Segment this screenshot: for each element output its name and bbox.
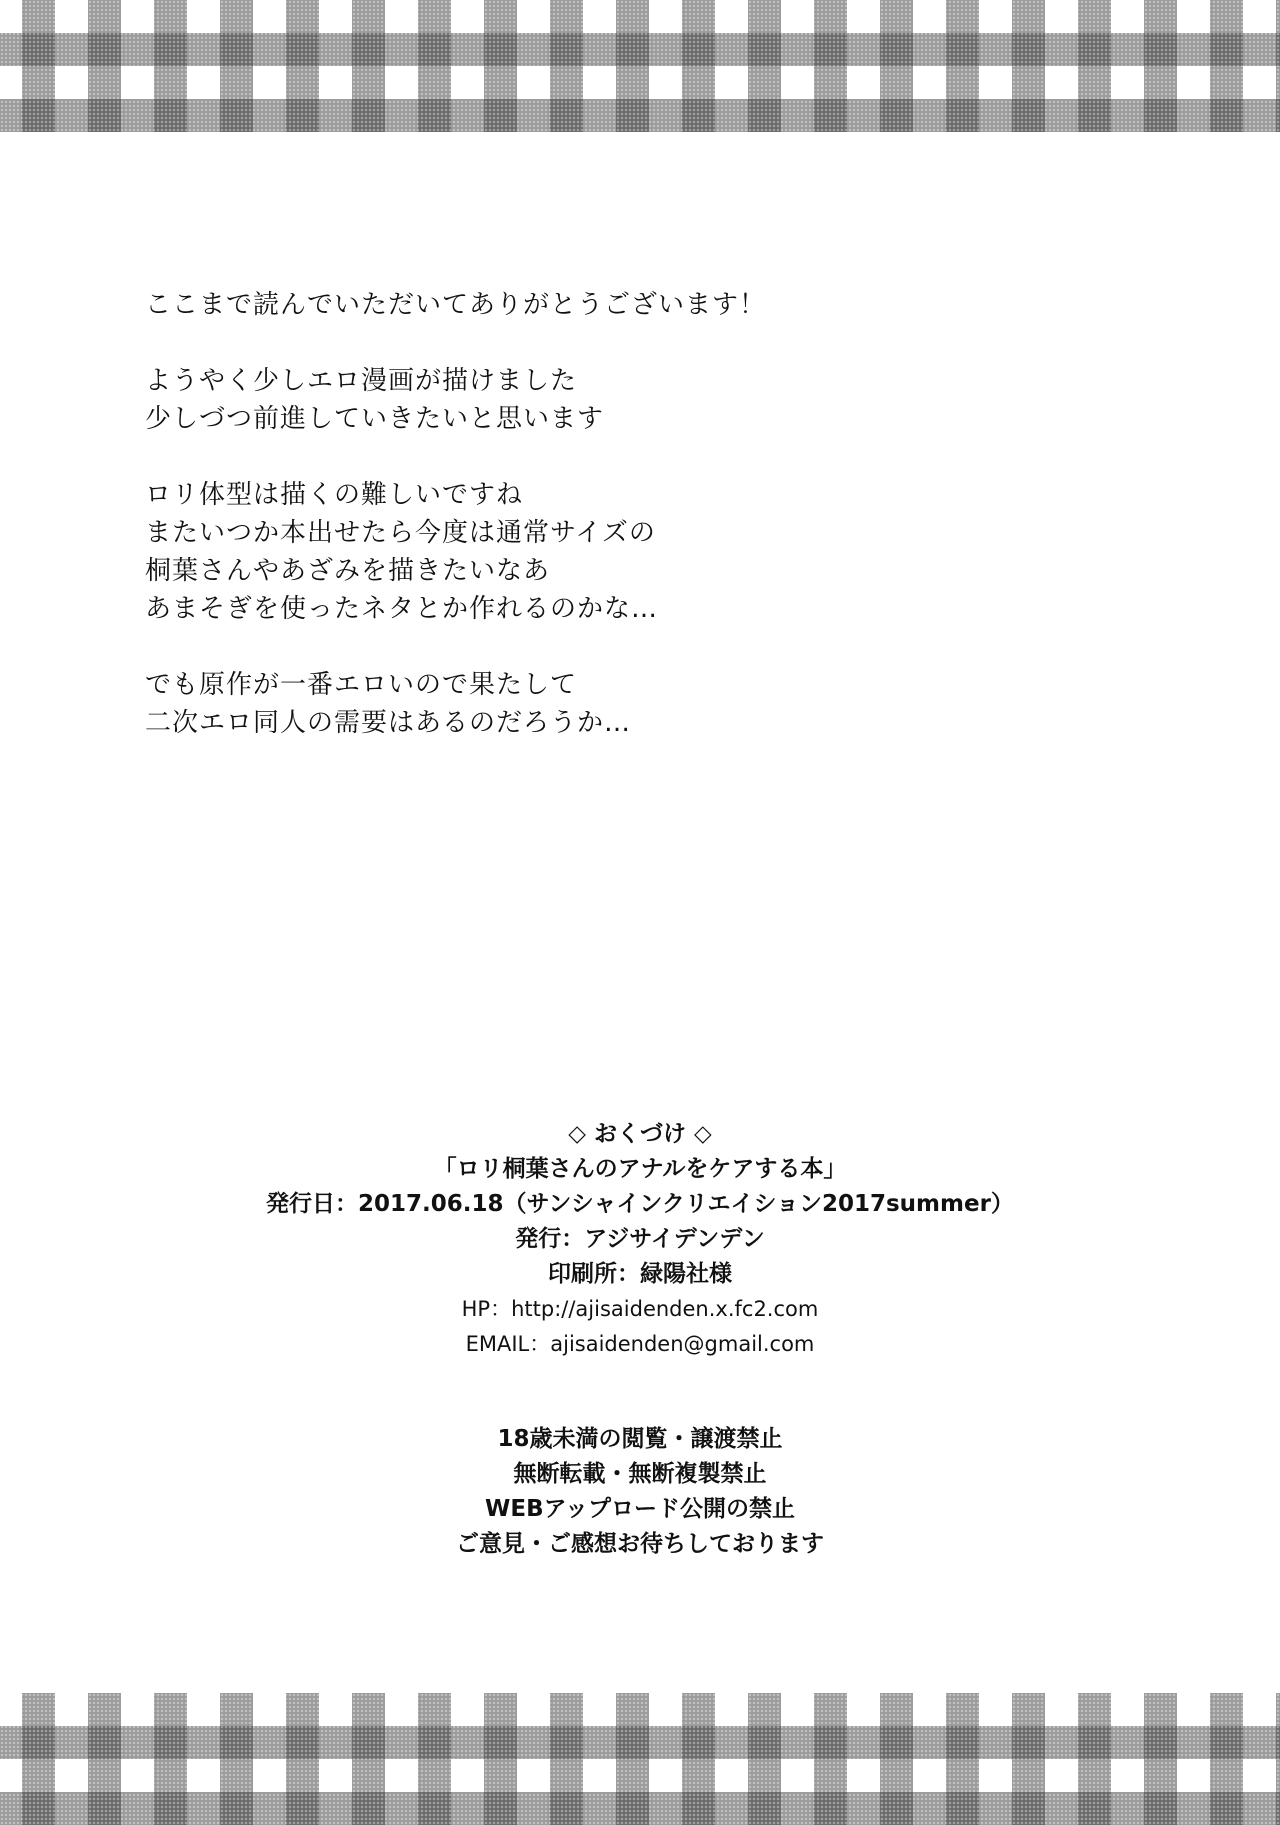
homepage-url: HP：http://ajisaidenden.x.fc2.com (461, 1297, 819, 1321)
afterword-line: ロリ体型は描くの難しいですね (145, 480, 524, 510)
book-title: 「ロリ桐葉さんのアナルをケアする本」 (433, 1156, 847, 1182)
publisher: 発行：アジサイデンデン (515, 1226, 765, 1252)
afterword-line: 二次エロ同人の需要はあるのだろうか… (145, 708, 632, 738)
gingham-border-bottom (0, 1693, 1280, 1825)
afterword-line: あまそぎを使ったネタとか作れるのかな… (145, 594, 659, 624)
notice-line: 18歳未満の閲覧・譲渡禁止 (497, 1426, 783, 1452)
afterword-paragraph (145, 476, 1145, 628)
email-address: EMAIL：ajisaidenden@gmail.com (465, 1332, 815, 1356)
printer: 印刷所：緑陽社様 (548, 1261, 732, 1287)
afterword-line: 桐葉さんやあざみを描きたいなあ (145, 556, 551, 586)
afterword-paragraph (145, 666, 1145, 742)
notice-line: WEBアップロード公開の禁止 (484, 1496, 795, 1522)
afterword-paragraph (145, 362, 1145, 438)
afterword-paragraph (145, 286, 1145, 324)
notice-line: 無断転載・無断複製禁止 (513, 1461, 767, 1487)
colophon (0, 1117, 1280, 1362)
notice-line: ご意見・ご感想お待ちしております (456, 1531, 824, 1557)
afterword-text (145, 286, 1145, 780)
gingham-border-top (0, 0, 1280, 132)
afterword-line: ようやく少しエロ漫画が描けました (145, 366, 578, 396)
colophon-heading: ◇ おくづけ ◇ (568, 1121, 712, 1147)
afterword-line: ここまで読んでいただいてありがとうございます！ (145, 290, 767, 320)
afterword-line: でも原作が一番エロいので果たして (145, 670, 578, 700)
afterword-line: 少しづつ前進していきたいと思います (145, 404, 605, 434)
release-date: 発行日：2017.06.18（サンシャインクリエイション2017summer） (266, 1191, 1014, 1217)
afterword-line: またいつか本出せたら今度は通常サイズの (145, 518, 656, 548)
notices (0, 1422, 1280, 1562)
